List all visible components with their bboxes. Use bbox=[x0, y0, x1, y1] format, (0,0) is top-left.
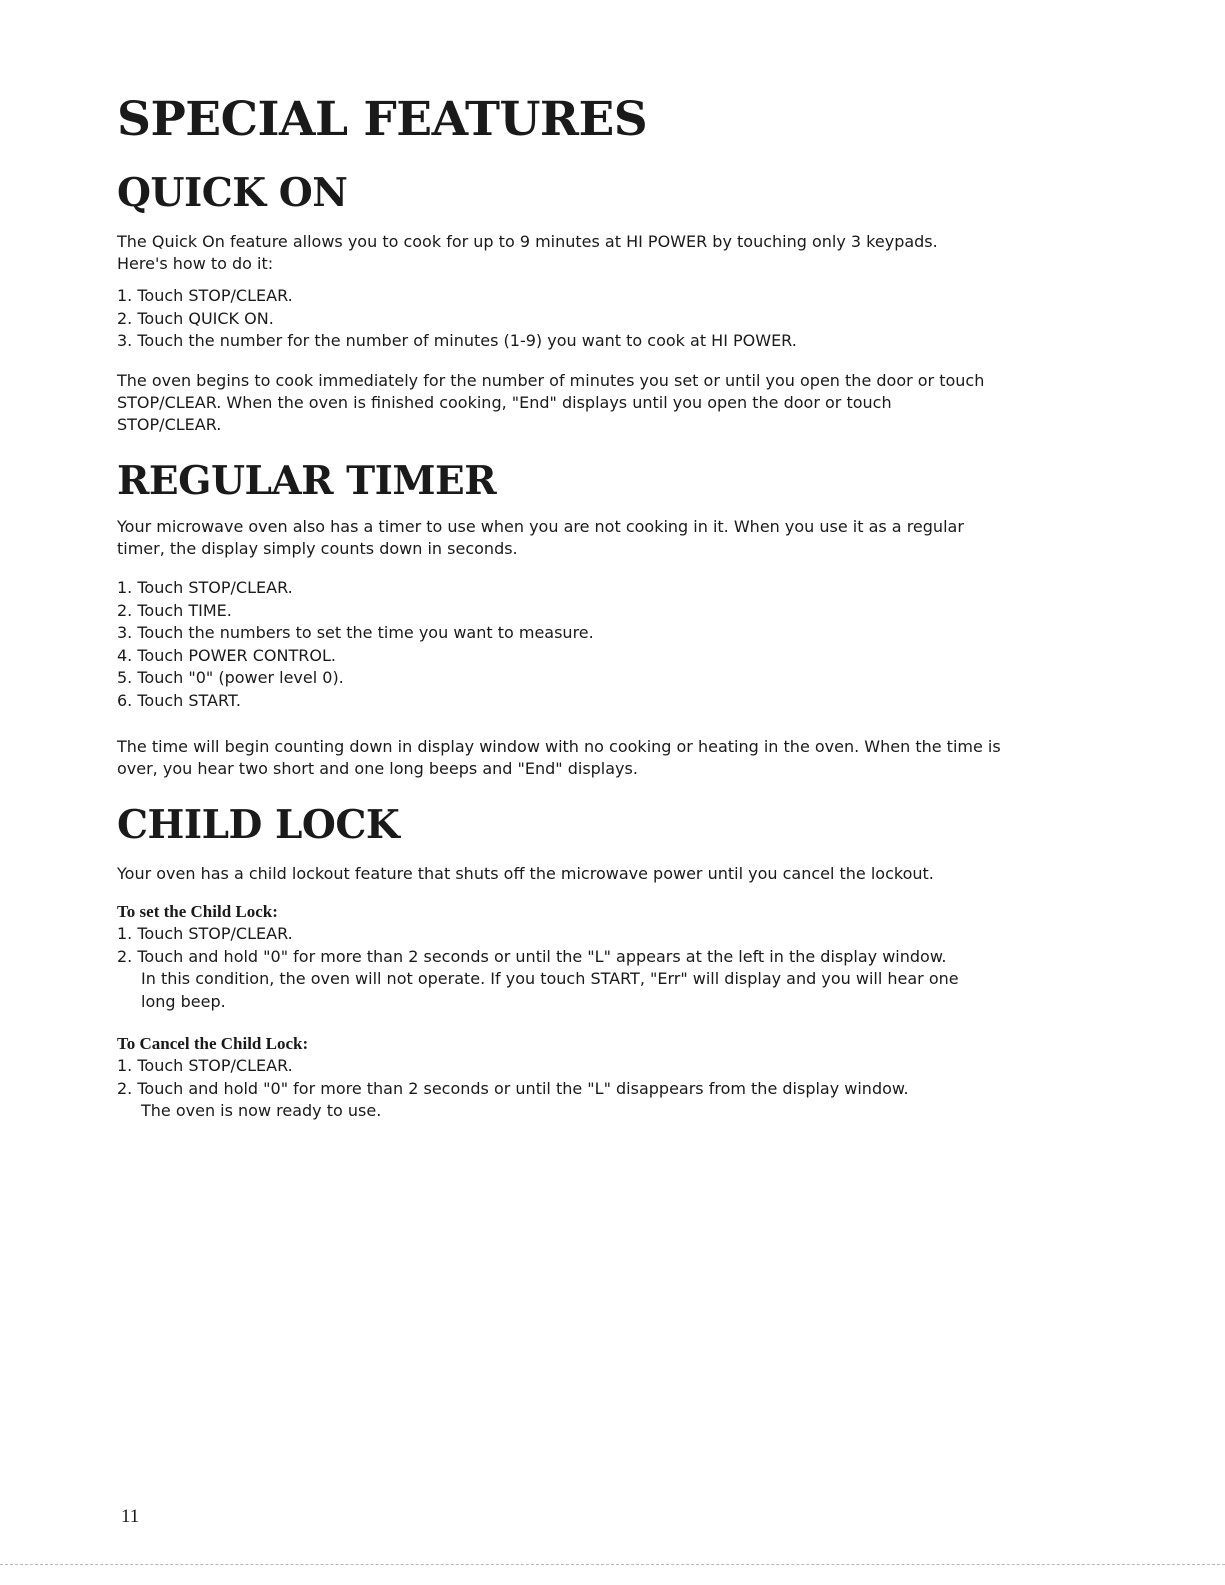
regular-timer-section bbox=[117, 458, 1037, 781]
step-item: 5. Touch "0" (power level 0). bbox=[117, 668, 344, 688]
step-item: 1. Touch STOP/CLEAR. bbox=[117, 1056, 293, 1076]
step-item: 4. Touch POWER CONTROL. bbox=[117, 645, 336, 665]
step-item: 3. Touch the numbers to set the time you want to measure. bbox=[117, 623, 594, 643]
regular-timer-steps bbox=[117, 577, 1037, 712]
step-item: 1. Touch STOP/CLEAR. bbox=[117, 924, 293, 944]
step-item: 2. Touch QUICK ON. bbox=[117, 308, 274, 328]
child-lock-intro: Your oven has a child lockout feature that shuts off the microwave power until you cancel the lockout. bbox=[117, 864, 934, 884]
quick-on-section bbox=[117, 170, 1037, 435]
quick-on-closing: The oven begins to cook immediately for the number of minutes you set or until you open the door or touch STOP/CLEAR. When the oven is finished cooking, "End" displays until you open the door or touch STOP/CLEAR. bbox=[117, 370, 985, 434]
step-item: 2. Touch and hold "0" for more than 2 seconds or until the "L" disappears from the display window. The oven is now ready to use. bbox=[117, 1078, 909, 1121]
step-item: 2. Touch and hold "0" for more than 2 seconds or until the "L" appears at the left in the display window. In this condition, the oven will not operate. If you touch START, "Err" will display and you will hear one long beep. bbox=[117, 946, 959, 1011]
child-lock-section bbox=[117, 802, 1037, 1122]
step-item: 6. Touch START. bbox=[117, 690, 241, 710]
regular-timer-heading: REGULAR TIMER bbox=[117, 457, 497, 504]
step-item: 1. Touch STOP/CLEAR. bbox=[117, 578, 293, 598]
regular-timer-intro: Your microwave oven also has a timer to use when you are not cooking in it. When you use it as a regular timer, the display simply counts down in seconds. bbox=[117, 517, 964, 559]
quick-on-intro: The Quick On feature allows you to cook for up to 9 minutes at HI POWER by touching only 3 keypads. Here's how to do it: bbox=[117, 232, 938, 274]
quick-on-steps bbox=[117, 285, 1037, 353]
cancel-child-lock-steps bbox=[117, 1055, 1037, 1123]
page-content bbox=[117, 92, 1037, 1123]
quick-on-heading: QUICK ON bbox=[117, 170, 348, 217]
cancel-child-lock-heading: To Cancel the Child Lock: bbox=[117, 1034, 309, 1054]
step-item: 1. Touch STOP/CLEAR. bbox=[117, 286, 293, 306]
step-item: 2. Touch TIME. bbox=[117, 600, 232, 620]
set-child-lock-steps bbox=[117, 923, 1037, 1013]
set-child-lock-heading: To set the Child Lock: bbox=[117, 902, 278, 922]
child-lock-heading: CHILD LOCK bbox=[117, 802, 400, 849]
page-title: SPECIAL FEATURES bbox=[117, 92, 648, 147]
page-edge-divider bbox=[0, 1564, 1225, 1565]
page-number: 11 bbox=[121, 1506, 140, 1527]
step-item: 3. Touch the number for the number of minutes (1-9) you want to cook at HI POWER. bbox=[117, 331, 797, 351]
regular-timer-closing: The time will begin counting down in display window with no cooking or heating in the oven. When the time is over, you hear two short and one long beeps and "End" displays. bbox=[117, 737, 1001, 779]
